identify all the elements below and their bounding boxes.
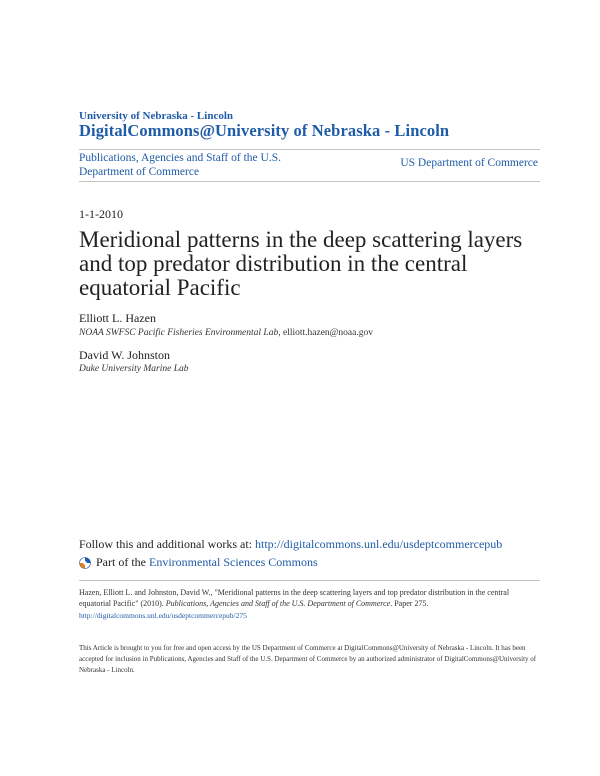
- department-link[interactable]: US Department of Commerce: [400, 157, 538, 169]
- affiliation-text: NOAA SWFSC Pacific Fisheries Environmental Lab: [79, 328, 279, 338]
- follow-text: Follow this and additional works at:: [79, 537, 252, 551]
- access-statement: This Article is brought to you for free and open access by the US Department of Commerce at DigitalCommons@University of Nebraska - Lincoln. It has been accepted for inclusion in Publications, Agencies and Staff of the U.S. Department of Commerce by an authorized administrator of DigitalCommons@University of Nebraska - Lincoln.: [79, 644, 537, 674]
- affiliation-separator: ,: [278, 328, 283, 338]
- author-name: David W. Johnston: [79, 348, 171, 362]
- series-link[interactable]: Publications, Agencies and Staff of the U.S. Department of Commerce: [79, 152, 281, 178]
- repository-link[interactable]: DigitalCommons@University of Nebraska - Lincoln: [79, 121, 450, 140]
- bepress-network-icon: [79, 557, 91, 569]
- author-email[interactable]: elliott.hazen@noaa.gov: [282, 328, 373, 338]
- citation-text: Hazen, Elliott L. and Johnston, David W., "Meridional patterns in the deep scattering layers and top predator distribution in the central equatorial Pacific" (2010).: [79, 588, 510, 608]
- follow-line: [79, 537, 502, 552]
- citation-journal: Publications, Agencies and Staff of the U.S. Department of Commerce: [165, 599, 391, 608]
- article-title: Meridional patterns in the deep scattering layers and top predator distribution in the central equatorial Pacific: [79, 227, 523, 300]
- author-name: Elliott L. Hazen: [79, 311, 156, 325]
- part-of-text: Part of the: [96, 555, 146, 569]
- part-of-line: [79, 555, 318, 570]
- citation-url-link[interactable]: http://digitalcommons.unl.edu/usdeptcommercepub/275: [79, 611, 247, 620]
- author-affiliation: [79, 328, 373, 338]
- institution-link[interactable]: University of Nebraska - Lincoln: [79, 110, 233, 122]
- environmental-sciences-link[interactable]: Environmental Sciences Commons: [149, 555, 318, 569]
- author-affiliation: Duke University Marine Lab: [79, 364, 189, 374]
- citation-paper: . Paper 275.: [390, 599, 429, 608]
- follow-url-link[interactable]: http://digitalcommons.unl.edu/usdeptcommercepub: [255, 537, 503, 551]
- header-divider-top: [79, 149, 540, 150]
- publication-date: 1-1-2010: [79, 207, 123, 221]
- recommended-citation: [79, 587, 541, 609]
- header-divider-bottom: [79, 181, 540, 182]
- citation-divider: [79, 580, 540, 581]
